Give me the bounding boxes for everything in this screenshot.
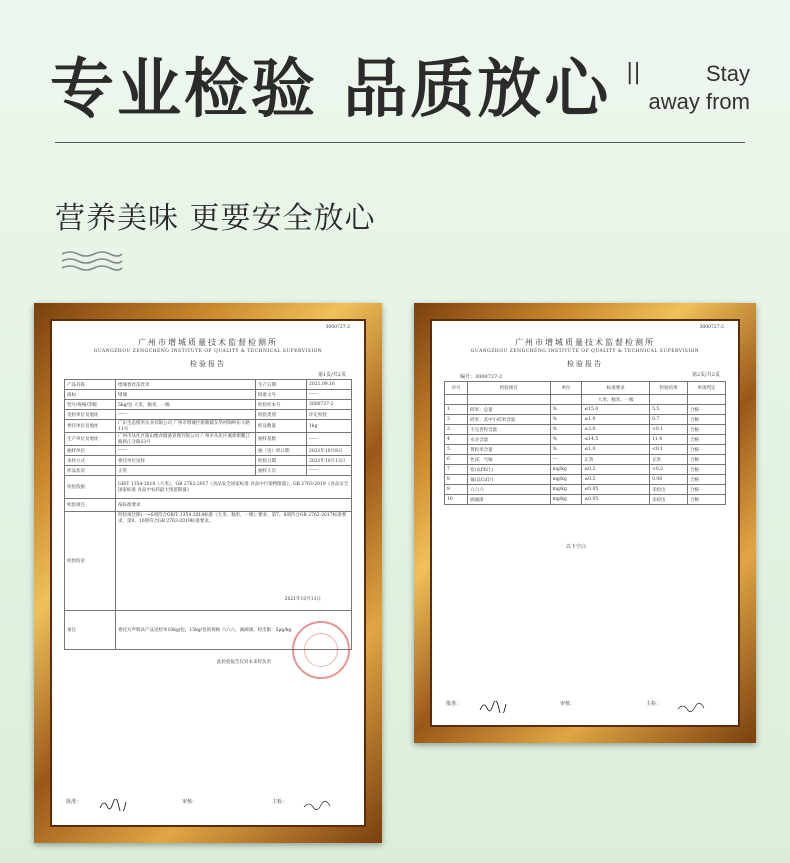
table-row <box>445 415 726 425</box>
table-row <box>445 465 726 475</box>
main-inspector-label: 主检： <box>272 799 288 805</box>
field-label: 抽样人员 <box>255 466 306 476</box>
table-cell: 8 <box>445 475 468 485</box>
official-seal <box>292 621 350 679</box>
field-value: 2021年10月13日 <box>306 456 351 466</box>
table-cell: 0.7 <box>650 415 688 425</box>
signature-mark <box>302 799 332 811</box>
field-value: 3000727-2 <box>306 400 351 410</box>
field-value: ------ <box>306 390 351 400</box>
end-marker: 以下空白 <box>566 544 587 550</box>
item-text: 按标准要求 <box>116 499 352 512</box>
table-row <box>445 435 726 445</box>
column-header: 单项判定 <box>688 382 726 395</box>
wave-icon <box>60 250 124 272</box>
field-label: 生产单位及地址 <box>65 433 116 446</box>
table-cell: 滴滴涕 <box>468 495 551 505</box>
institute-english: GUANGZHOU ZENGCHENG INSTITUTE OF QUALITY & TECHNICAL SUPERVISION <box>470 349 700 354</box>
table-cell: 10 <box>445 495 468 505</box>
field-value: ------ <box>306 433 351 446</box>
table-cell: 合格 <box>688 415 726 425</box>
field-value: ------ <box>116 446 256 456</box>
table-row <box>65 456 352 466</box>
field-label: 抽样单位 <box>65 446 116 456</box>
field-label: 来样方式 <box>65 456 116 466</box>
empty-cell <box>468 395 551 405</box>
table-cell: % <box>550 425 582 435</box>
table-cell: 合格 <box>688 425 726 435</box>
table-row <box>65 420 352 433</box>
stamp-date: 2021年10月13日 <box>284 597 321 602</box>
column-header: 检验项目 <box>468 382 551 395</box>
field-label: 样品数量 <box>255 420 306 433</box>
field-value: ------ <box>306 466 351 476</box>
note-text: 委托方声称该产品送检单10kg/包，15kg/包的规格 六六六，滴滴涕，检出限：5μg/kg <box>116 611 352 650</box>
table-cell: 3 <box>445 425 468 435</box>
table-cell: 碎米：总量 <box>468 405 551 415</box>
certificate-2 <box>430 319 740 727</box>
basis-label: 检验依据 <box>65 476 116 499</box>
doc-number: 3000727-2 <box>699 325 724 330</box>
column-header: 标准要求 <box>582 382 650 395</box>
empty-cell <box>650 395 688 405</box>
table-row <box>445 485 726 495</box>
table-cell: ≤0.05 <box>582 485 650 495</box>
table-cell: 2 <box>445 415 468 425</box>
table-row <box>445 495 726 505</box>
field-value: 增城香丝苗丝米 <box>116 380 256 390</box>
table-cell: 六六六 <box>468 485 551 495</box>
table-cell: ≤0.2 <box>582 475 650 485</box>
approve-label: 批准： <box>446 701 462 707</box>
table-cell: ≤1.0 <box>582 415 650 425</box>
empty-cell <box>550 395 582 405</box>
field-value: 增城 <box>116 390 256 400</box>
table-row <box>65 390 352 400</box>
field-value: 正常 <box>116 466 256 476</box>
table-cell: 6 <box>445 455 468 465</box>
table-row <box>445 455 726 465</box>
table-cell: <0.2 <box>650 465 688 475</box>
main-inspector-label: 主检： <box>646 701 662 707</box>
table-cell: mg/kg <box>550 465 582 475</box>
table-subheader-row <box>445 395 726 405</box>
table-row <box>65 433 352 446</box>
table-cell: % <box>550 445 582 455</box>
table-cell: 镉(以Cd计) <box>468 475 551 485</box>
page-number: 第1页/共2页 <box>317 372 346 378</box>
column-header: 单位 <box>550 382 582 395</box>
results-table <box>444 381 726 505</box>
table-cell: 黄粒米含量 <box>468 445 551 455</box>
field-value: 5kg/包 大米，籼米，一级 <box>116 400 256 410</box>
column-header: 序号 <box>445 382 468 395</box>
field-label: 商标 <box>65 390 116 400</box>
table-cell: 合格 <box>688 435 726 445</box>
tagline-line2: away from <box>648 89 750 114</box>
tagline <box>649 60 750 116</box>
table-cell: 合格 <box>688 405 726 415</box>
table-cell: 7 <box>445 465 468 475</box>
field-label: 型号/规格/等级 <box>65 400 116 410</box>
header-divider <box>55 142 745 143</box>
field-label: 检验日期 <box>255 456 306 466</box>
standard-subheader: 大米，籼米，一级 <box>582 395 650 405</box>
table-row <box>65 446 352 456</box>
signature-mark <box>676 701 706 713</box>
report-number: 编号：3000727-2 <box>460 374 503 380</box>
table-cell: % <box>550 435 582 445</box>
field-label: 生产日期 <box>255 380 306 390</box>
field-value: 2021.09.16 <box>306 380 351 390</box>
table-cell: ≤0.05 <box>582 495 650 505</box>
report-title: 检验报告 <box>190 360 226 368</box>
column-header: 检验结果 <box>650 382 688 395</box>
review-label: 审核： <box>560 701 576 707</box>
table-row <box>65 400 352 410</box>
table-cell: 水分含量 <box>468 435 551 445</box>
field-label: 产品名称 <box>65 380 116 390</box>
table-cell: mg/kg <box>550 475 582 485</box>
field-label: 委托单位及地址 <box>65 420 116 433</box>
field-label: 检验类别 <box>255 410 306 420</box>
empty-cell <box>445 395 468 405</box>
empty-cell <box>688 395 726 405</box>
table-cell: 合格 <box>688 455 726 465</box>
table-row <box>445 445 726 455</box>
table-cell: 1 <box>445 405 468 415</box>
table-cell: 合格 <box>688 465 726 475</box>
table-cell: 5 <box>445 445 468 455</box>
institute-english: GUANGZHOU ZENGCHENG INSTITUTE OF QUALITY & TECHNICAL SUPERVISION <box>93 349 323 354</box>
certificate-frame-2 <box>414 303 756 743</box>
table-row <box>65 380 352 390</box>
table-cell: 4 <box>445 435 468 445</box>
institute-name: 广州市增城质量技术监督检测所 <box>515 338 655 347</box>
field-value: 2021年10月8日 <box>306 446 351 456</box>
report-title: 检验报告 <box>567 360 603 368</box>
report-table <box>64 379 352 650</box>
table-cell: 合格 <box>688 485 726 495</box>
page-number: 第2页/共2页 <box>691 372 720 378</box>
tagline-line1: Stay <box>705 61 750 86</box>
table-row <box>65 466 352 476</box>
table-cell: mg/kg <box>550 495 582 505</box>
table-cell: 9 <box>445 485 468 495</box>
table-cell: 正常 <box>582 455 650 465</box>
table-cell: <0.1 <box>650 425 688 435</box>
table-cell: <0.1 <box>650 445 688 455</box>
table-cell: 合格 <box>688 475 726 485</box>
field-value: 1kg <box>306 420 351 433</box>
table-cell: 铅(以Pb计) <box>468 465 551 475</box>
table-cell: ≤0.2 <box>582 465 650 475</box>
field-label: 样品状况 <box>65 466 116 476</box>
field-label: 抽样基数 <box>255 433 306 446</box>
certificate-frame-1 <box>34 303 382 843</box>
field-value: 评定检验 <box>306 410 351 420</box>
divider-glyph: || <box>626 60 641 85</box>
item-label: 检验项目 <box>65 499 116 512</box>
certificate-1 <box>50 319 366 827</box>
table-cell: % <box>550 405 582 415</box>
conclusion-label: 检验结论 <box>65 512 116 611</box>
field-value: ------ <box>116 410 256 420</box>
field-label: 批准文号 <box>255 390 306 400</box>
table-cell: 合格 <box>688 445 726 455</box>
subtitle: 营养美味 更要安全放心 <box>55 201 376 236</box>
table-cell: --- <box>550 455 582 465</box>
table-cell: % <box>550 415 582 425</box>
table-cell: 5.5 <box>650 405 688 415</box>
table-cell: 0.08 <box>650 475 688 485</box>
table-cell: 色泽，气味 <box>468 455 551 465</box>
table-cell: 合格 <box>688 495 726 505</box>
doc-number: 3000727-2 <box>325 325 350 330</box>
signature-mark <box>478 701 508 713</box>
field-value: 委托单位送样 <box>116 456 256 466</box>
note-label: 备注 <box>65 611 116 650</box>
table-row <box>445 425 726 435</box>
table-cell: 未检出 <box>650 495 688 505</box>
table-cell: 碎米：其中小碎米含量 <box>468 415 551 425</box>
table-cell: ≤14.5 <box>582 435 650 445</box>
table-cell: 11.4 <box>650 435 688 445</box>
field-value: 广州市从化区银山粮食储备管理有限公司 广州市从化区城郊街鳌江路新江分路53号 <box>116 433 256 446</box>
signature-mark <box>98 799 128 811</box>
table-row <box>445 475 726 485</box>
table-cell: ≤15.0 <box>582 405 650 415</box>
approve-label: 批准： <box>66 799 82 805</box>
table-cell: 正常 <box>650 455 688 465</box>
basis-text: GB/T 1354-2018《大米》，GB 2762-2017《食品安全国家标准 食品中污染物限量》，GB 2763-2019《食品安全国家标准 食品中农药最大残留限量》 <box>116 476 352 499</box>
table-cell: ≤1.0 <box>582 445 650 455</box>
table-cell: mg/kg <box>550 485 582 495</box>
table-cell: 不完善粒含量 <box>468 425 551 435</box>
table-cell: ≤3.0 <box>582 425 650 435</box>
field-label: 抽（送）样日期 <box>255 446 306 456</box>
table-header-row <box>445 382 726 395</box>
table-row <box>445 405 726 415</box>
review-label: 审核： <box>182 799 198 805</box>
table-cell: 未检出 <box>650 485 688 495</box>
page-title: 专业检验 品质放心 <box>50 53 612 127</box>
institute-name: 广州市增城质量技术监督检测所 <box>138 338 278 347</box>
footer-note: 此检验报告仅对本来样负责 <box>217 660 271 665</box>
field-label: 受检单位及地址 <box>65 410 116 420</box>
conclusion-text: 所检项目除(一~6项符合GB/T 1354-2018标准《大米，籼米，一级》要求，第7、8项符合GB 2762-2017标准要求，第9、10项符合GB 2763-2019标准要求。 <box>118 513 347 524</box>
field-value: 广东生态稻米实业有限公司 广州市增城区新塘镇东华村陶岭东大路11号 <box>116 420 256 433</box>
field-label: 检验样本号 <box>255 400 306 410</box>
table-row <box>65 410 352 420</box>
